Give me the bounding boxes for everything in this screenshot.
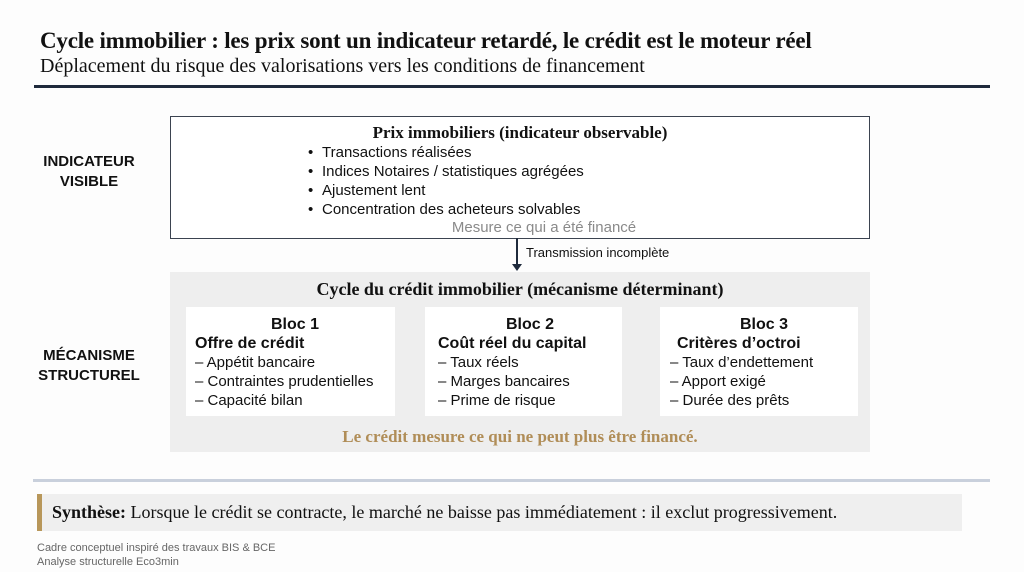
block-2 [425, 307, 622, 416]
block-1 [186, 307, 395, 416]
side-label-mechanism [14, 346, 164, 386]
list-item: – Apport exigé [670, 373, 766, 390]
side-label-indicator [14, 152, 164, 192]
block-list [438, 353, 622, 410]
arrow-label: Transmission incomplète [526, 245, 670, 260]
block-list [670, 353, 858, 410]
block-heading: Bloc 1 [270, 316, 319, 333]
list-item: – Taux d’endettement [670, 354, 814, 371]
block-subtitle: Coût réel du capital [438, 335, 587, 352]
side-label-line: MÉCANISME [43, 347, 135, 364]
list-item: – Capacité bilan [195, 392, 303, 409]
indicator-list [308, 143, 584, 219]
block-heading: Bloc 2 [505, 316, 554, 333]
list-item: – Durée des prêts [670, 392, 790, 409]
list-item: – Appétit bancaire [195, 354, 316, 371]
side-label-line: INDICATEUR [43, 153, 135, 170]
side-label-line: VISIBLE [59, 173, 119, 190]
mechanism-panel-title: Cycle du crédit immobilier (mécanisme déterminant) [316, 279, 724, 299]
synthesis-text: Lorsque le crédit se contracte, le marché ne baisse pas immédiatement : il exclut progressivement. [126, 502, 838, 522]
indicator-box [170, 116, 870, 239]
block-subtitle: Critères d’octroi [677, 335, 801, 352]
title-divider [34, 85, 990, 88]
page-subtitle: Déplacement du risque des valorisations vers les conditions de financement [40, 55, 645, 77]
list-item: – Prime de risque [438, 392, 556, 409]
list-item: – Contraintes prudentielles [195, 373, 374, 390]
list-item: – Marges bancaires [438, 373, 570, 390]
arrow-head-icon [512, 264, 522, 271]
list-item: – Taux réels [438, 354, 519, 371]
footer-credit: Analyse structurelle Eco3min [37, 556, 179, 568]
list-item: • Concentration des acheteurs solvables [308, 200, 584, 219]
indicator-box-title: Prix immobiliers (indicateur observable) [372, 123, 668, 142]
list-item: • Transactions réalisées [308, 143, 584, 162]
block-3 [660, 307, 858, 416]
list-item: • Indices Notaires / statistiques agrégées [308, 162, 584, 181]
block-list [195, 353, 395, 410]
list-item: • Ajustement lent [308, 181, 584, 200]
section-divider [33, 479, 990, 482]
synthesis-label: Synthèse: [52, 502, 127, 522]
mechanism-note: Le crédit mesure ce qui ne peut plus être financé. [342, 427, 698, 446]
mechanism-panel [170, 272, 870, 452]
page-title: Cycle immobilier : les prix sont un indicateur retardé, le crédit est le moteur réel [40, 28, 812, 53]
footer-source: Cadre conceptuel inspiré des travaux BIS & BCE [37, 542, 276, 554]
block-heading: Bloc 3 [739, 316, 788, 333]
indicator-note: Mesure ce qui a été financé [451, 219, 637, 236]
synthesis-box [37, 494, 962, 531]
block-subtitle: Offre de crédit [195, 335, 305, 352]
arrow-down-icon [516, 238, 518, 266]
side-label-line: STRUCTUREL [38, 367, 140, 384]
